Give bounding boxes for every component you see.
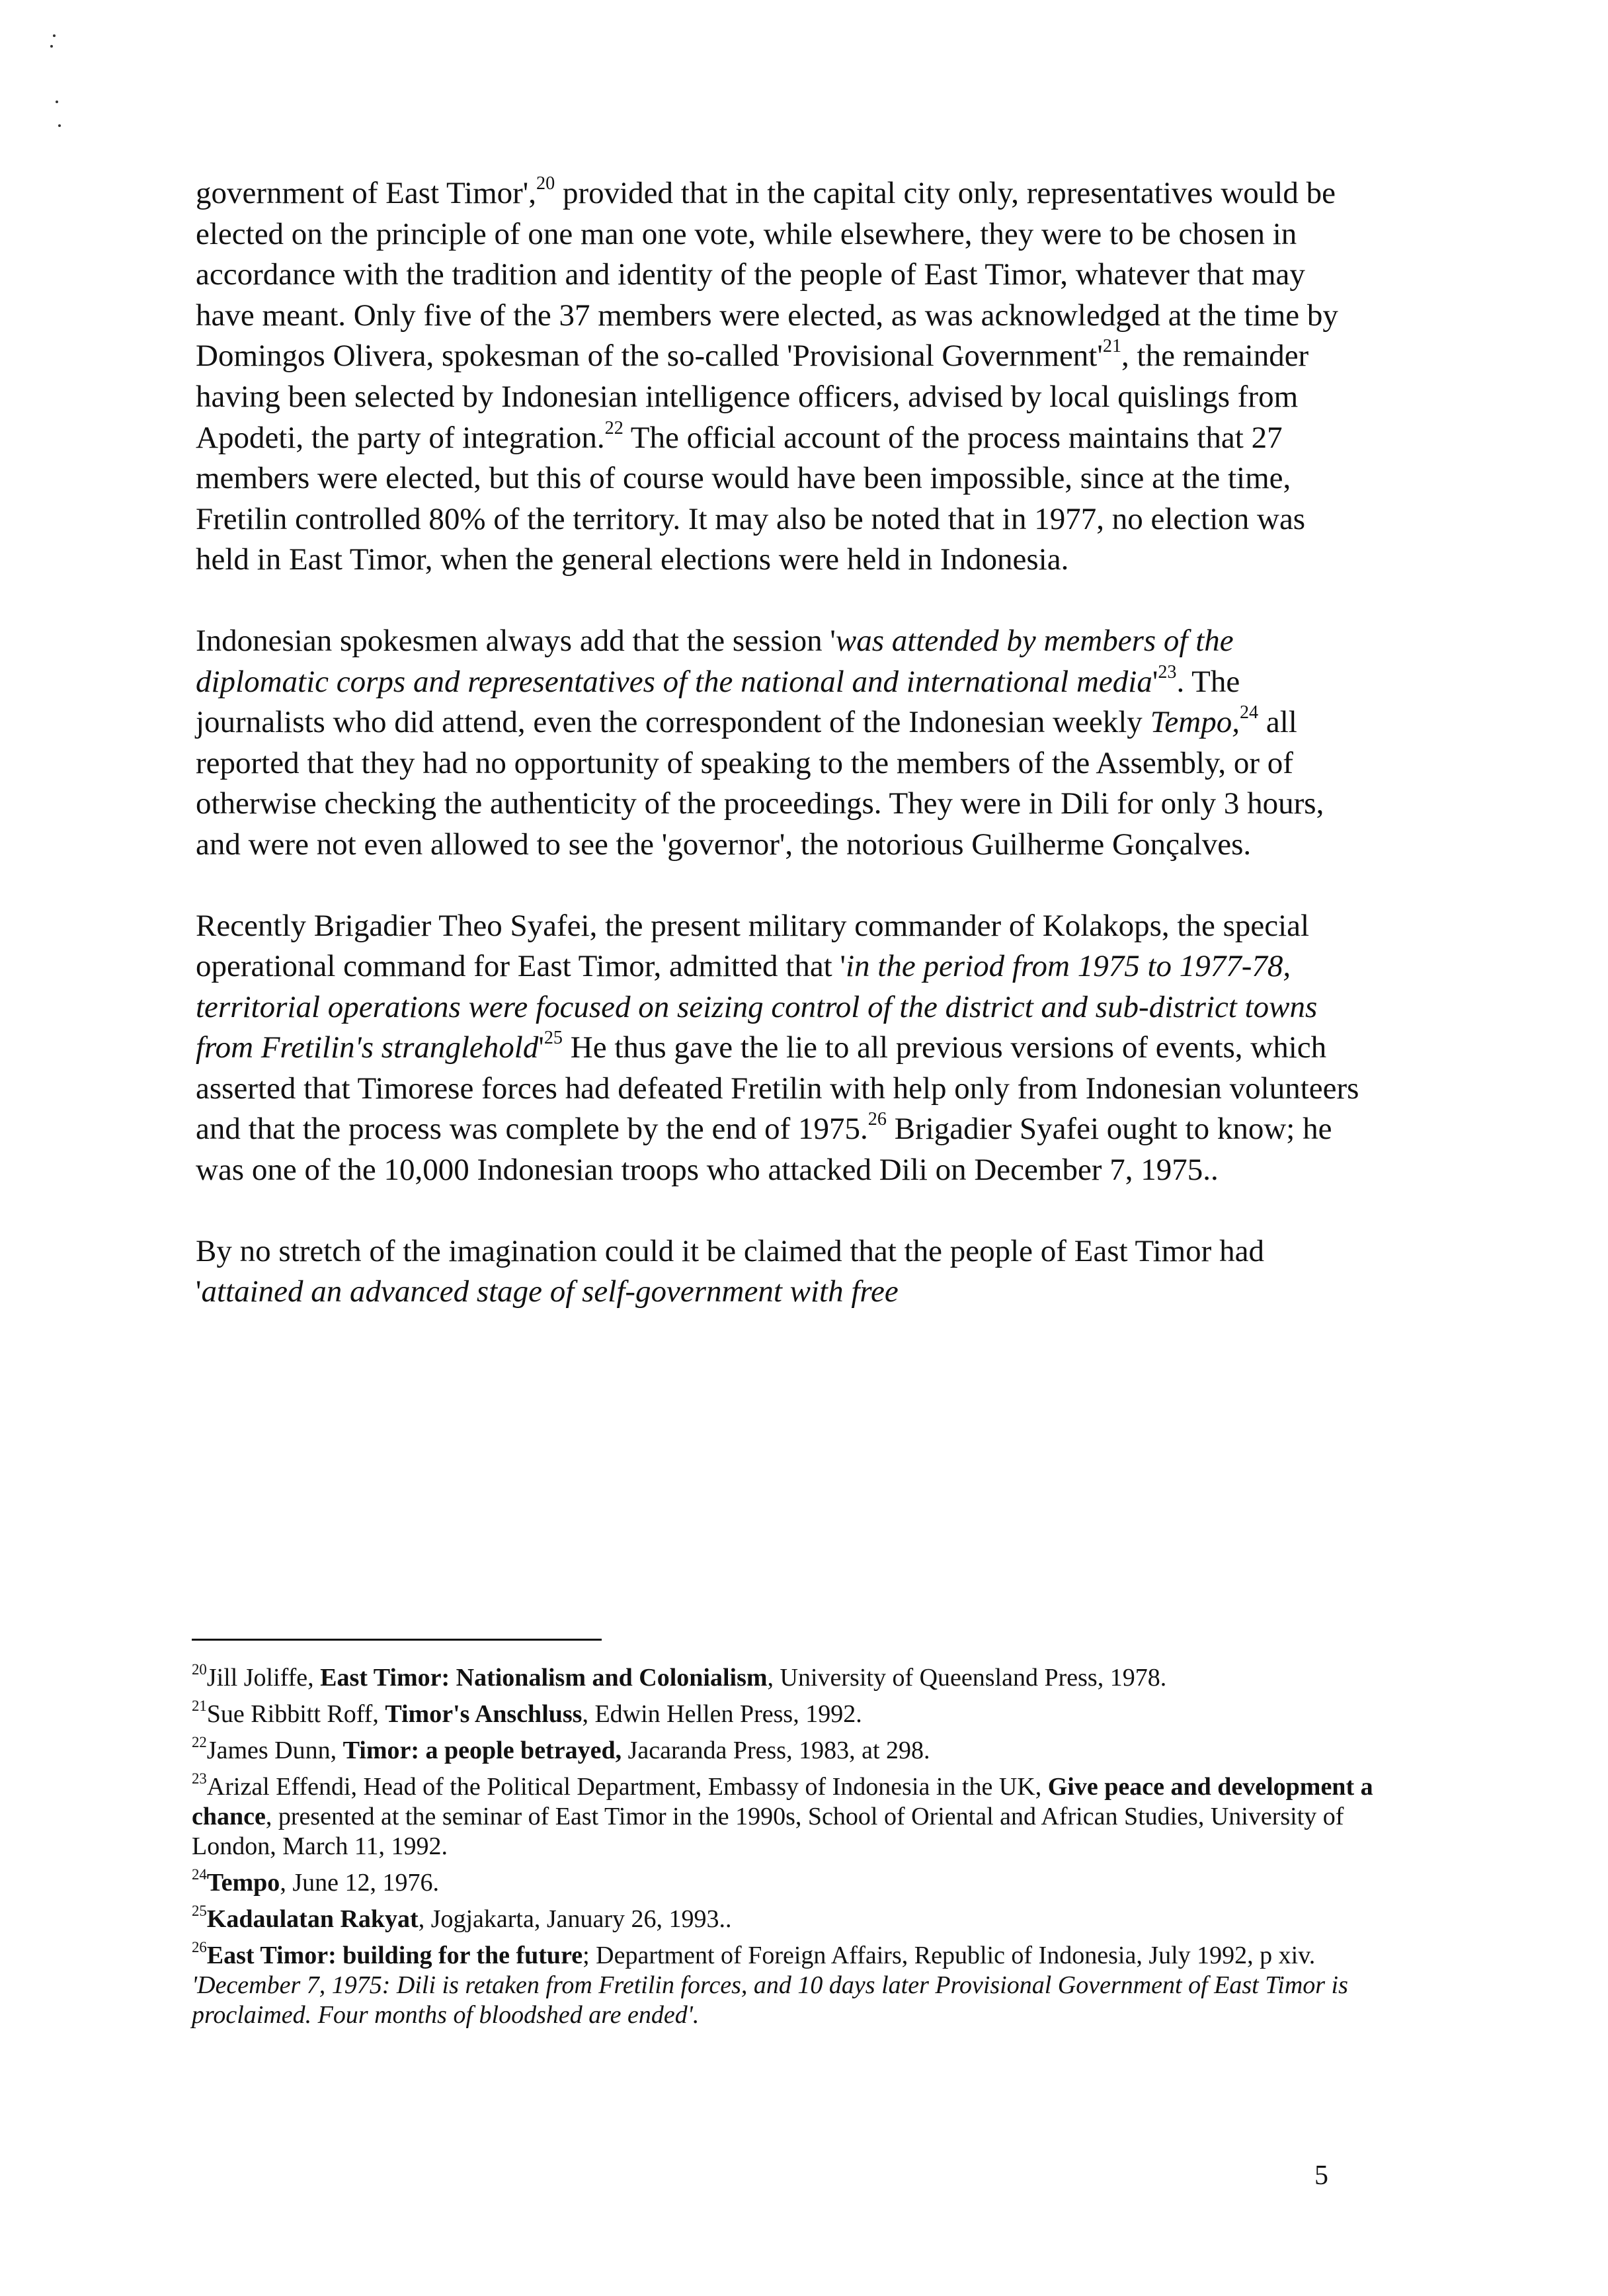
text: government of East Timor', xyxy=(196,176,537,210)
publication-title: Tempo, xyxy=(1150,705,1240,740)
footnote-20 xyxy=(192,1660,1375,1693)
footnote-ref: 20 xyxy=(536,173,555,194)
text: , Jogjakarta, January 26, 1993.. xyxy=(418,1905,732,1933)
footnote-number: 25 xyxy=(192,1902,207,1919)
text: Recently Brigadier Theo Syafei, the present military commander of Kolakops, the special operational command for East Timor, admitted that ' xyxy=(196,908,1310,984)
text: , the remainder having been selected by Indonesian intelligence officers, advised by local quislings from Apodeti, the party of integration. xyxy=(196,339,1309,455)
text: The official account of the process maintains that 27 members were elected, but this of course would have been impossible, since at the time, Fretilin controlled 80% of the territory. It may also be noted that in 1977, no election was held in East Timor, when the general elections were held in Indonesia. xyxy=(196,420,1306,577)
footnote-26 xyxy=(192,1938,1375,2030)
footnote-ref: 24 xyxy=(1239,702,1259,723)
footnote-24 xyxy=(192,1868,1375,1898)
footnote-21 xyxy=(192,1697,1375,1729)
work-title: Kadaulatan Rakyat xyxy=(206,1905,419,1933)
page-number: 5 xyxy=(1314,2160,1328,2191)
text: Jill Joliffe, xyxy=(206,1664,321,1692)
footnotes xyxy=(192,1660,1375,2037)
scan-speck xyxy=(58,124,61,127)
text: Arizal Effendi, Head of the Political Department, Embassy of Indonesia in the UK, xyxy=(206,1773,1048,1801)
quote-text: attained an advanced stage of self-government with free xyxy=(201,1274,899,1309)
paragraph-2 xyxy=(196,621,1359,866)
footnote-number: 21 xyxy=(192,1697,207,1714)
text: Brigadier Syafei ought to know; he was one of the 10,000 Indonesian troops who attacked Dili on December 7, 1975.. xyxy=(196,1112,1332,1188)
footnote-number: 26 xyxy=(192,1938,207,1955)
footnote-25 xyxy=(192,1902,1375,1934)
work-title: East Timor: building for the future xyxy=(206,1942,583,1969)
footnote-ref: 25 xyxy=(543,1028,563,1049)
paragraph-4 xyxy=(196,1231,1359,1313)
footnote-22 xyxy=(192,1733,1375,1766)
scan-specks xyxy=(40,26,79,145)
text: By no stretch of the imagination could it be claimed that the people of East Timor had ' xyxy=(196,1233,1264,1309)
text: provided that in the capital city only, representatives would be elected on the principle of one man one vote, while elsewhere, they were to be chosen in accordance with the tradition and identity of the people of East Timor, whatever that may have meant. Only five of the 37 members were elected, as was acknowledged at the time by Domingos Olivera, spokesman of the so-called 'Provisional Government' xyxy=(196,176,1338,374)
text: , June 12, 1976. xyxy=(280,1869,439,1897)
text: James Dunn, xyxy=(206,1737,343,1764)
footnote-ref: 26 xyxy=(867,1109,887,1130)
text: ' xyxy=(538,1030,544,1065)
work-title: Give peace and development a chance xyxy=(192,1773,1373,1830)
text: Sue Ribbitt Roff, xyxy=(206,1700,385,1728)
text: . The journalists who did attend, even the correspondent of the Indonesian weekly xyxy=(196,664,1240,740)
text: , University of Queensland Press, 1978. xyxy=(767,1664,1167,1692)
footnote-number: 20 xyxy=(192,1660,207,1678)
work-title: East Timor: Nationalism and Colonialism xyxy=(320,1664,768,1692)
footnote-divider xyxy=(192,1639,602,1641)
quote-text: was attended by members of the diplomatic corps and representatives of the national and international media xyxy=(196,623,1234,699)
scan-speck xyxy=(53,34,56,37)
text: Jacaranda Press, 1983, at 298. xyxy=(622,1737,930,1764)
footnote-ref: 21 xyxy=(1102,336,1122,357)
footnote-number: 24 xyxy=(192,1866,207,1883)
text: all reported that they had no opportunity of speaking to the members of the Assembly, or of otherwise checking the authenticity of the proceedings. They were in Dili for only 3 hours, and were not even allowed to see the 'governor', the notorious Guilherme Gonçalves. xyxy=(196,705,1324,862)
work-title: Tempo xyxy=(206,1869,280,1897)
paragraph-1 xyxy=(196,173,1359,581)
text: He thus gave the lie to all previous versions of events, which asserted that Timorese forces had defeated Fretilin with help only from Indonesian volunteers and that the process was complete by the end of 1975. xyxy=(196,1030,1359,1147)
text: ' xyxy=(1152,664,1158,699)
scan-speck xyxy=(56,101,58,103)
text: ; Department of Foreign Affairs, Republic of Indonesia, July 1992, p xiv. xyxy=(583,1942,1316,1969)
quote-text: 'December 7, 1975: Dili is retaken from Fretilin forces, and 10 days later Provisional Government of East Timor is proclaimed. Four months of bloodshed are ended'. xyxy=(192,1971,1348,2029)
scan-speck xyxy=(50,45,53,48)
text: , Edwin Hellen Press, 1992. xyxy=(582,1700,862,1728)
work-title: Timor's Anschluss xyxy=(385,1700,583,1728)
footnote-ref: 22 xyxy=(604,417,623,438)
body-text xyxy=(196,173,1359,1353)
quote-text: in the period from 1975 to 1977-78, territorial operations were focused on seizing control of the district and sub-district towns from Fretilin's stranglehold xyxy=(196,949,1318,1065)
footnote-number: 22 xyxy=(192,1733,207,1750)
footnote-23 xyxy=(192,1772,1375,1862)
work-title: Timor: a people betrayed, xyxy=(342,1737,622,1764)
paragraph-3 xyxy=(196,906,1359,1191)
footnote-ref: 23 xyxy=(1158,661,1177,682)
text: Indonesian spokesmen always add that the session ' xyxy=(196,623,836,658)
text: , presented at the seminar of East Timor in the 1990s, School of Oriental and African Studies, University of London, March 11, 1992. xyxy=(192,1803,1344,1860)
footnote-number: 23 xyxy=(192,1770,207,1787)
